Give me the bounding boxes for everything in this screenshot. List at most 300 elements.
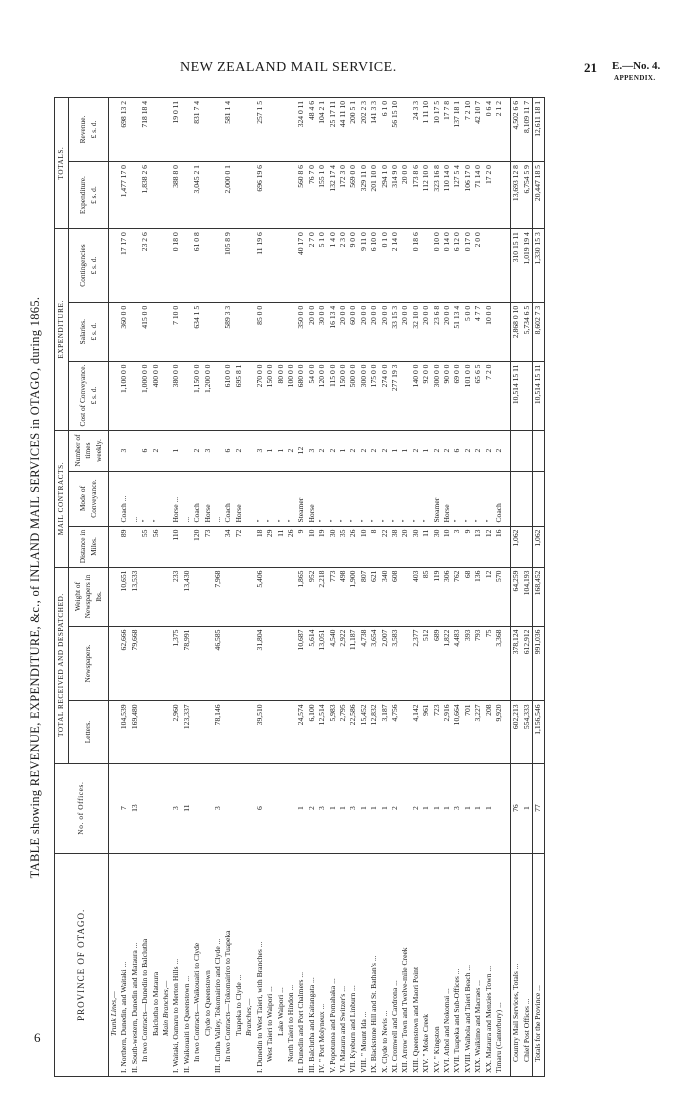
cell-times [213,430,223,471]
cell-times: 2 [151,430,161,471]
section-heading: Trunk Lines,— [109,853,120,1076]
cell-times: 2 [463,430,473,471]
cell-mode: Coach [494,471,504,526]
cell-expenditure: 314 9 0 [390,162,400,229]
cell-offices: 1 [359,763,369,853]
cell-expenditure: 71 14 0 [473,162,483,229]
running-title: NEW ZEALAND MAIL SERVICE. [180,60,397,75]
cell-mode: Horse [307,471,317,526]
cell-salaries: 415 0 0 [140,302,150,361]
table-row [119,98,129,1077]
currency-units: £ s. d. [88,186,98,204]
cell-times: 2 [328,430,338,471]
empty-cell [161,567,171,626]
cell-contingencies [276,229,286,303]
cell-times: 1 [390,430,400,471]
cell-revenue: 19 0 11 [171,98,181,162]
subtotal-miles: 1,062 [511,526,522,567]
cell-letters: 24,574 [296,701,306,763]
cell-contingencies: 5 1 0 [317,229,327,303]
cell-revenue: 257 1 5 [255,98,265,162]
cell-conveyance: 140 0 0 [411,361,421,430]
cell-contingencies: 0 18 0 [171,229,181,303]
table-row [328,98,338,1077]
cell-letters [223,701,233,763]
col-offices: No. of Offices. [55,763,109,853]
cell-offices: 3 [171,763,181,853]
cell-newspapers: 31,804 [255,626,265,701]
empty-cell [244,361,254,430]
cell-revenue: 137 18 1 [452,98,462,162]
cell-offices [265,763,275,853]
cell-conveyance: 380 0 0 [171,361,181,430]
cell-times: 2 [286,430,296,471]
cell-expenditure: 20 0 0 [400,162,410,229]
currency-units: £ s. d. [88,386,98,405]
cell-contingencies: 9 0 0 [348,229,358,303]
cell-contingencies [265,229,275,303]
cell-expenditure: 1,838 2 6 [140,162,150,229]
cell-offices [276,763,286,853]
cell-newspapers [192,626,202,701]
cell-contingencies [400,229,410,303]
route-name: XIX. Waikimo and Macraes ... [473,853,483,1076]
cell-letters: 39,510 [255,701,265,763]
cell-expenditure [213,162,223,229]
route-name: II. Waikouaiti to Queenstown ... [182,853,192,1076]
empty-cell [161,162,171,229]
table-row [223,98,233,1077]
cell-revenue: 718 18 4 [140,98,150,162]
cell-expenditure: 201 10 0 [369,162,379,229]
table-row [265,98,275,1077]
empty-cell [109,701,120,763]
cell-offices [140,763,150,853]
section-heading-row [244,98,254,1077]
cell-weight: 1,865 [296,567,306,626]
cell-miles: 20 [400,526,410,567]
cell-conveyance: 1,200 0 0 [203,361,213,430]
cell-times: 2 [473,430,483,471]
cell-offices [400,763,410,853]
cell-revenue: 581 1 4 [223,98,233,162]
cell-offices: 1 [328,763,338,853]
cell-conveyance: 680 0 0 [296,361,306,430]
subtotal-mode [522,471,533,526]
empty-cell [244,229,254,303]
cell-conveyance: 500 0 0 [348,361,358,430]
grand-total-salaries: 8,602 7 3 [533,302,544,361]
cell-weight: 7,968 [213,567,223,626]
empty-cell [109,162,120,229]
cell-salaries [203,302,213,361]
empty-cell [161,471,171,526]
table-row [255,98,265,1077]
grand-total-times [533,430,544,471]
cell-mode: " [380,471,390,526]
empty-cell [161,701,171,763]
cell-contingencies [421,229,431,303]
cell-letters: 208 [484,701,494,763]
cell-conveyance: 115 0 0 [328,361,338,430]
cell-mode: Horse [442,471,452,526]
col-contingencies [69,229,109,303]
cell-letters [203,701,213,763]
cell-expenditure: 2,000 0 1 [223,162,233,229]
cell-mode: Coach [192,471,202,526]
cell-salaries [130,302,140,361]
subtotal-label: Chief Post Offices ... [522,853,533,1076]
cell-miles: 12 [484,526,494,567]
subtotal-weight: 104,193 [522,567,533,626]
cell-letters: 2,795 [338,701,348,763]
cell-weight: 306 [442,567,452,626]
cell-weight: 5,406 [255,567,265,626]
cell-mode: " [265,471,275,526]
cell-newspapers: 4,540 [328,626,338,701]
cell-contingencies: 0 1 0 [380,229,390,303]
route-name: III. Clutha Valley, Tokomairiro and Clyde ... [213,853,223,1076]
subtotal-letters: 554,333 [522,701,533,763]
cell-offices: 2 [390,763,400,853]
cell-conveyance: 1,000 0 0 [140,361,150,430]
cell-expenditure: 172 3 0 [338,162,348,229]
cell-letters: 5,983 [328,701,338,763]
cell-revenue [400,98,410,162]
cell-salaries: 20 0 0 [307,302,317,361]
cell-times [182,430,192,471]
cell-mode: " [151,471,161,526]
cell-offices: 3 [213,763,223,853]
section-heading: Main Branches,— [161,853,171,1076]
route-name: XII. Arrow Town and Twelve-mile Creek [400,853,410,1076]
cell-offices: 1 [296,763,306,853]
cell-weight: 233 [171,567,181,626]
cell-offices [234,763,244,853]
cell-revenue: 200 5 1 [348,98,358,162]
cell-revenue: 0 6 4 [484,98,494,162]
cell-weight: 1,900 [348,567,358,626]
cell-letters [265,701,275,763]
cell-salaries [276,302,286,361]
cell-newspapers: 79,668 [130,626,140,701]
cell-mode: " [276,471,286,526]
cell-expenditure: 329 11 0 [359,162,369,229]
cell-offices: 1 [380,763,390,853]
table-row [151,98,161,1077]
table-row [411,98,421,1077]
col-revenue [69,98,109,162]
cell-salaries [494,302,504,361]
cell-salaries: 4 7 7 [473,302,483,361]
cell-weight: 119 [432,567,442,626]
cell-conveyance: 101 0 0 [463,361,473,430]
cell-expenditure [182,162,192,229]
cell-miles: 72 [234,526,244,567]
cell-conveyance: 300 0 0 [359,361,369,430]
cell-newspapers [276,626,286,701]
cell-weight [234,567,244,626]
table-row [171,98,181,1077]
cell-letters: 12,832 [369,701,379,763]
cell-offices: 1 [421,763,431,853]
cell-letters [192,701,202,763]
cell-times: 3 [203,430,213,471]
cell-offices: 11 [182,763,192,853]
cell-newspapers: 2,377 [411,626,421,701]
cell-contingencies: 23 2 6 [140,229,150,303]
empty-cell [244,626,254,701]
section-heading-row [161,98,171,1077]
subtotal-expenditure: 13,693 12 8 [511,162,522,229]
cell-salaries: 32 10 0 [411,302,421,361]
cell-salaries: 350 0 0 [296,302,306,361]
cell-contingencies: 2 14 0 [390,229,400,303]
cell-times: 1 [400,430,410,471]
table-row [484,98,494,1077]
cell-contingencies: 1 4 0 [328,229,338,303]
route-name: XX. Mataura and Menzies Town ... [484,853,494,1076]
cell-conveyance: 400 0 0 [151,361,161,430]
cell-offices: 1 [442,763,452,853]
cell-revenue [234,98,244,162]
cell-salaries: 30 0 0 [317,302,327,361]
cell-salaries: 634 1 5 [192,302,202,361]
cell-mode: " [421,471,431,526]
cell-times: 2 [432,430,442,471]
cell-weight [265,567,275,626]
cell-weight: 952 [307,567,317,626]
cell-contingencies [151,229,161,303]
cell-mode: " [338,471,348,526]
cell-miles: 3 [452,526,462,567]
route-name: Lake Waipori ... [276,853,286,1076]
table-row [286,98,296,1077]
page-number: 21 [584,60,597,75]
cell-miles [213,526,223,567]
cell-offices: 1 [463,763,473,853]
subtotal-contingencies: 310 15 11 [511,229,522,303]
empty-cell [161,526,171,567]
grand-total-label: Totals for the Province ... [533,853,544,1076]
subtotal-revenue: 8,109 11 7 [522,98,533,162]
cell-salaries: 20 0 0 [421,302,431,361]
cell-expenditure: 1,477 17 0 [119,162,129,229]
route-name: I. Waitaki, Oamaru to Merton Hills ... [171,853,181,1076]
cell-contingencies: 40 17 0 [296,229,306,303]
grand-total-mode [533,471,544,526]
cell-newspapers: 512 [421,626,431,701]
cell-letters: 2,916 [442,701,452,763]
group-totals: TOTALS. [55,98,69,229]
cell-expenditure [151,162,161,229]
cell-salaries [151,302,161,361]
cell-revenue [182,98,192,162]
cell-miles: 19 [317,526,327,567]
cell-revenue: 48 4 6 [307,98,317,162]
cell-revenue: 10 17 5 [432,98,442,162]
cell-conveyance: 1,100 0 0 [119,361,129,430]
cell-salaries: 51 13 4 [452,302,462,361]
cell-salaries: 5 0 0 [463,302,473,361]
route-name: Timaru (Canterbury) ... [494,853,504,1076]
cell-expenditure: 3,045 2 1 [192,162,202,229]
cell-weight: 340 [380,567,390,626]
table-row [452,98,462,1077]
cell-letters [140,701,150,763]
cell-contingencies: 0 17 0 [463,229,473,303]
cell-revenue: 1 11 10 [421,98,431,162]
cell-contingencies: 17 17 0 [119,229,129,303]
cell-newspapers: 3,368 [494,626,504,701]
cell-letters: 15,452 [359,701,369,763]
cell-offices: 3 [452,763,462,853]
empty-cell [109,302,120,361]
empty-cell [109,763,120,853]
cell-contingencies: 105 8 9 [223,229,233,303]
cell-newspapers: 1,375 [171,626,181,701]
cell-weight: 13,533 [130,567,140,626]
cell-mode: " [452,471,462,526]
cell-conveyance: 80 0 0 [276,361,286,430]
empty-cell [161,763,171,853]
cell-miles: 55 [140,526,150,567]
cell-times: 2 [442,430,452,471]
subtotal-row [511,98,522,1077]
cell-letters: 4,756 [390,701,400,763]
cell-weight: 608 [390,567,400,626]
subtotal-newspapers: 612,912 [522,626,533,701]
cell-times: 1 [265,430,275,471]
route-name: II. South-western, Dunedin and Mataura ... [130,853,140,1076]
subtotal-times [511,430,522,471]
cell-expenditure [203,162,213,229]
cell-mode: " [411,471,421,526]
cell-conveyance: 120 0 0 [317,361,327,430]
cell-letters: 961 [421,701,431,763]
subtotal-letters: 602,213 [511,701,522,763]
cell-newspapers: 10,687 [296,626,306,701]
cell-miles: 89 [119,526,129,567]
cell-offices: 2 [411,763,421,853]
route-name: XVIII. Waihola and Taieri Beach ... [463,853,473,1076]
col-salaries [69,302,109,361]
cell-offices [203,763,213,853]
cell-mode: " [286,471,296,526]
cell-offices [494,763,504,853]
route-name: XV. " Kingston [432,853,442,1076]
cell-newspapers [400,626,410,701]
cell-expenditure: 110 14 0 [442,162,452,229]
cell-contingencies: 2 3 0 [338,229,348,303]
cell-mode: Horse [234,471,244,526]
cell-times: 6 [140,430,150,471]
cell-weight [276,567,286,626]
cell-revenue: 2 1 2 [494,98,504,162]
cell-weight: 570 [494,567,504,626]
cell-expenditure: 323 16 8 [432,162,442,229]
cell-weight [140,567,150,626]
route-name: VI. Mataura and Switzer's ... [338,853,348,1076]
cell-miles: 29 [265,526,275,567]
cell-times: 3 [307,430,317,471]
appendix-label: APPENDIX. [614,74,656,82]
cell-revenue: 202 2 3 [359,98,369,162]
route-name: XIII. Queenstown and Maori Point [411,853,421,1076]
cell-salaries: 589 3 3 [223,302,233,361]
cell-offices: 1 [484,763,494,853]
subtotal-weight: 64,259 [511,567,522,626]
group-expenditure: EXPENDITURE. [55,229,69,430]
table-body [109,98,545,1077]
table-canvas [24,90,684,1085]
cell-mode: Coach [223,471,233,526]
cell-expenditure: 155 1 0 [317,162,327,229]
cell-salaries: 360 0 0 [119,302,129,361]
subtotal-revenue: 4,502 6 6 [511,98,522,162]
empty-cell [161,98,171,162]
col-newspapers: Newspapers. [69,626,109,701]
cell-letters: 4,142 [411,701,421,763]
cell-offices: 3 [348,763,358,853]
table-row [494,98,504,1077]
table-row [463,98,473,1077]
cell-contingencies: 2 0 0 [473,229,483,303]
route-name: XIV. " Moke Creek [421,853,431,1076]
col-conveyance [69,361,109,430]
cell-weight: 621 [369,567,379,626]
cell-newspapers: 46,585 [213,626,223,701]
cell-revenue: 56 15 10 [390,98,400,162]
cell-contingencies [234,229,244,303]
cell-times: 6 [452,430,462,471]
cell-mode: " [369,471,379,526]
route-name: West Taieri to Waipori ... [265,853,275,1076]
cell-letters [151,701,161,763]
table-row [203,98,213,1077]
grand-total-contingencies: 1,330 15 3 [533,229,544,303]
cell-weight: 403 [411,567,421,626]
subtotal-salaries: 2,868 0 10 [511,302,522,361]
cell-mode: Horse [203,471,213,526]
cell-letters [400,701,410,763]
table-row [338,98,348,1077]
subtotal-salaries: 5,734 6 5 [522,302,533,361]
cell-salaries: 60 0 0 [348,302,358,361]
cell-conveyance: 90 0 0 [442,361,452,430]
cell-revenue [213,98,223,162]
cell-times: 2 [234,430,244,471]
cell-revenue: 25 17 11 [328,98,338,162]
cell-times: 3 [119,430,129,471]
empty-cell [244,701,254,763]
cell-expenditure: 106 17 0 [463,162,473,229]
col-revenue-label: Revenue. [78,115,88,144]
cell-miles: 30 [328,526,338,567]
cell-times: 1 [338,430,348,471]
cell-letters: 123,337 [182,701,192,763]
cell-conveyance [494,361,504,430]
subtotal-conveyance [522,361,533,430]
cell-newspapers [265,626,275,701]
cell-salaries: 23 6 8 [432,302,442,361]
cell-contingencies [203,229,213,303]
cell-contingencies: 6 10 0 [369,229,379,303]
empty-cell [161,302,171,361]
cell-offices: 13 [130,763,140,853]
cell-weight: 10,651 [119,567,129,626]
cell-conveyance: 92 0 0 [421,361,431,430]
